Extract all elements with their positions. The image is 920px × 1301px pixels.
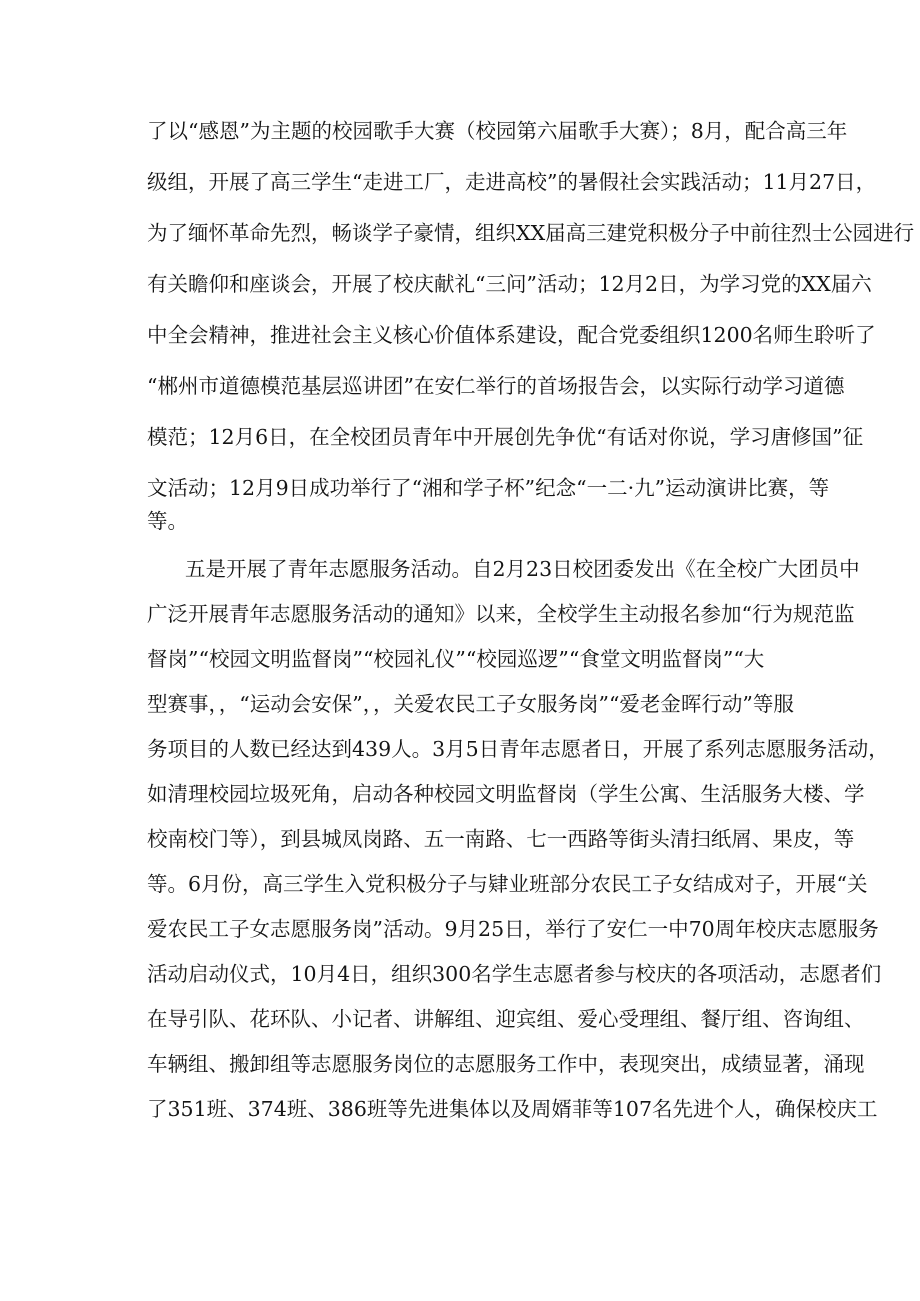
text-line: 了351班、374班、386班等先进集体以及周婿菲等107名先进个人，确保校庆工 <box>147 1097 878 1121</box>
text-line: 如清理校园垃圾死角，启动各种校园文明监督岗（学生公寓、生活服务大楼、学 <box>147 782 865 806</box>
text-line: 五是开展了青年志愿服务活动。自2月23日校团委发出《在全校广大团员中 <box>185 557 860 581</box>
text-line: 务项目的人数已经达到439人。3月5日青年志愿者日，开展了系列志愿服务活动， <box>147 737 889 761</box>
text-line: 广泛开展青年志愿服务活动的通知》以来，全校学生主动报名参加“行为规范监 <box>147 602 855 626</box>
text-line: 校南校门等），到县城凤岗路、五一南路、七一西路等街头清扫纸屑、果皮，等 <box>147 827 855 851</box>
text-line: “郴州市道德模范基层巡讲团”在安仁举行的首场报告会，以实际行动学习道德 <box>147 374 845 398</box>
text-line: 等。6月份，高三学生入党积极分子与肄业班部分农民工子女结成对子，开展“关 <box>147 872 868 896</box>
text-line: 活动启动仪式，10月4日，组织300名学生志愿者参与校庆的各项活动，志愿者们 <box>147 962 882 986</box>
text-line: 级组，开展了高三学生“走进工厂，走进高校”的暑假社会实践活动；11月27日， <box>147 170 877 194</box>
text-line: 爱农民工子女志愿服务岗”活动。9月25日，举行了安仁一中70周年校庆志愿服务 <box>147 917 879 941</box>
text-line: 了以“感恩”为主题的校园歌手大赛（校园第六届歌手大赛）；8月，配合高三年 <box>147 119 848 143</box>
text-line: 有关瞻仰和座谈会，开展了校庆献礼“三问”活动；12月2日，为学习党的XX届六 <box>147 272 872 296</box>
text-line: 文活动；12月9日成功举行了“湘和学子杯”纪念“一二·九”运动演讲比赛，等 <box>147 476 830 500</box>
text-line: 等。 <box>147 509 188 533</box>
text-line: 为了缅怀革命先烈，畅谈学子豪情，组织XX届高三建党积极分子中前往烈士公园进行 <box>147 221 915 245</box>
text-line: 督岗”“校园文明监督岗”“校园礼仪”“校园巡逻”“食堂文明监督岗”“大 <box>147 647 765 671</box>
text-line: 在导引队、花环队、小记者、讲解组、迎宾组、爱心受理组、餐厅组、咨询组、 <box>147 1007 865 1031</box>
text-line: 中全会精神，推进社会主义核心价值体系建设，配合党委组织1200名师生聆听了 <box>147 323 876 347</box>
text-line: 型赛事，，“运动会安保”，，关爱农民工子女服务岗”“爱老金晖行动”等服 <box>147 692 794 716</box>
text-line: 模范；12月6日，在全校团员青年中开展创先争优“有话对你说，学习唐修国”征 <box>147 425 864 449</box>
text-line: 车辆组、搬卸组等志愿服务岗位的志愿服务工作中，表现突出，成绩显著，涌现 <box>147 1052 865 1076</box>
